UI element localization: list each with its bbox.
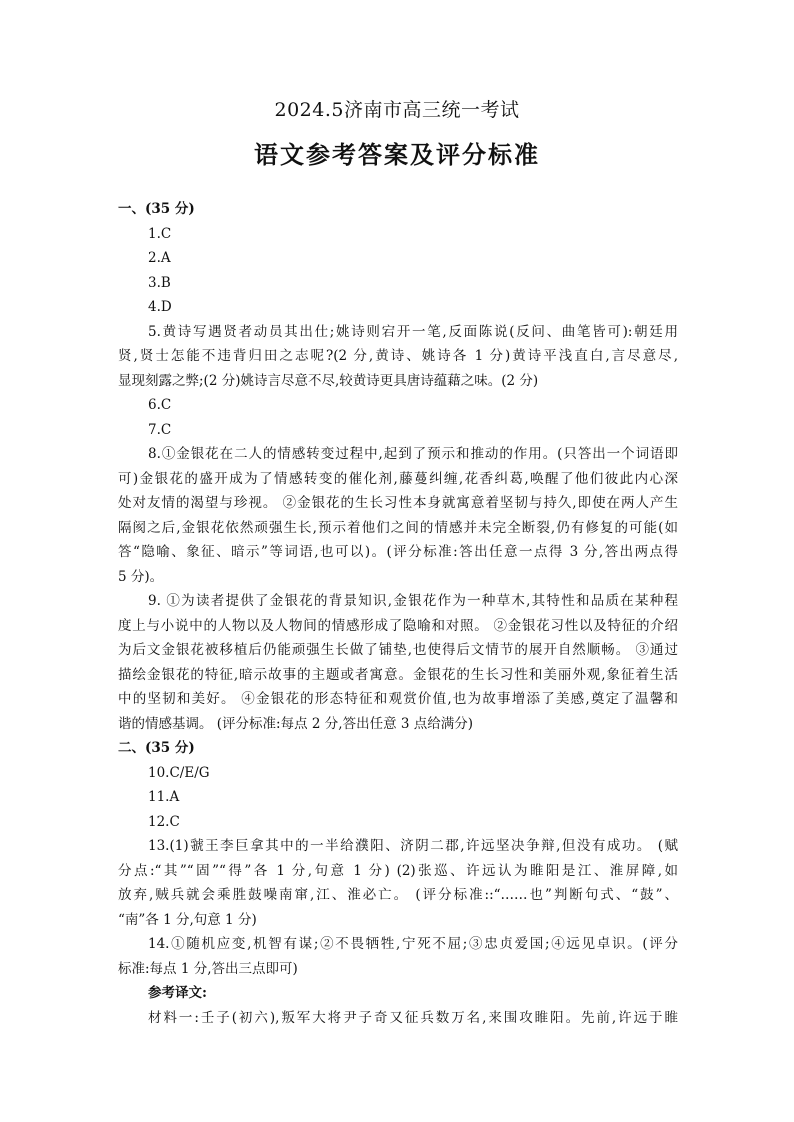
text-line: 4.D	[148, 299, 172, 315]
text-line: 显现刻露之弊;(2 分)姚诗言尽意不尽,较黄诗更具唐诗蕴藉之味。(2 分)	[118, 372, 539, 389]
text-line: 放弃,贼兵就会乘胜鼓噪南窜,江、淮必亡。 (评分标准::“……也”判断句式、“鼓”、	[118, 887, 678, 903]
text-line: 隔阂之后,金银花依然顽强生长,预示着他们之间的情感并未完全断裂,仍有修复的可能(如	[118, 519, 678, 536]
text-line: 9. ①为读者提供了金银花的背景知识,金银花作为一种草木,其特性和品质在某种程	[148, 593, 678, 609]
text-line: 13.(1)虢王李巨拿其中的一半给濮阳、济阴二郡,许远坚决争辩,但没有成功。 (赋	[148, 838, 678, 854]
text-line: 11.A	[148, 789, 180, 805]
exam-title: 2024.5济南市高三统一考试	[274, 99, 520, 121]
text-line: “南”各 1 分,句意 1 分)	[118, 911, 257, 928]
text-line: 描绘金银花的特征,暗示故事的主题或者寓意。金银花的生长习性和美丽外观,象征着生活	[118, 666, 678, 683]
text-line: 分点:“其”“固”“得”各 1 分,句意 1 分) (2)张巡、许远认为睢阳是江、淮屏障,如	[118, 862, 678, 879]
text-line: 12.C	[148, 813, 180, 830]
text-line: 标准:每点 1 分,答出三点即可)	[118, 960, 298, 977]
text-line: 可)金银花的盛开成为了情感转变的催化剂,藤蔓纠缠,花香纠葛,唤醒了他们彼此内心深	[118, 470, 678, 487]
text-line: 14.①随机应变,机智有谋;②不畏牺牲,宁死不屈;③忠贞爱国;④远见卓识。(评分	[148, 936, 678, 952]
text-line: 处对友情的渴望与珍视。 ②金银花的生长习性本身就寓意着坚韧与持久,即使在两人产生	[118, 495, 678, 511]
text-line: 6.C	[148, 397, 172, 413]
text-line: 5.黄诗写遇贤者动员其出仕;姚诗则宕开一笔,反面陈说(反问、曲笔皆可):朝廷用	[148, 323, 678, 340]
text-line: 参考译文:	[148, 985, 207, 1001]
answer-content	[118, 197, 678, 1030]
document-subtitle: 语文参考答案及评分标准	[254, 140, 540, 169]
text-line: 10.C/E/G	[148, 764, 210, 781]
text-line: 为后文金银花被移植后仍能顽强生长做了铺垫,也使得后文情节的展开自然顺畅。 ③通过	[118, 642, 678, 658]
text-line: 5 分)。	[118, 568, 164, 585]
text-line: 一、(35 分)	[118, 201, 195, 217]
text-line: 材料一:壬子(初六),叛军大将尹子奇又征兵数万名,来围攻睢阳。先前,许远于睢	[148, 1009, 678, 1026]
text-line: 谐的情感基调。 (评分标准:每点 2 分,答出任意 3 点给满分)	[118, 715, 474, 732]
text-line: 2.A	[148, 250, 171, 266]
text-line: 3.B	[148, 274, 171, 291]
text-line: 贤,贤士怎能不违背归田之志呢?(2 分,黄诗、姚诗各 1 分)黄诗平浅直白,言尽意尽,	[118, 348, 678, 364]
text-line: 1.C	[148, 225, 172, 242]
text-line: 8.①金银花在二人的情感转变过程中,起到了预示和推动的作用。(只答出一个词语即	[148, 446, 678, 462]
text-line: 二、(35 分)	[118, 740, 195, 756]
text-line: 度上与小说中的人物以及人物间的情感形成了隐喻和对照。 ②金银花习性以及特征的介绍	[118, 617, 678, 634]
text-line: 答“隐喻、象征、暗示”等词语,也可以)。(评分标准:答出任意一点得 3 分,答出两点得	[118, 544, 678, 560]
text-line: 7.C	[148, 421, 172, 438]
text-line: 中的坚韧和美好。 ④金银花的形态特征和观赏价值,也为故事增添了美感,奠定了温馨和	[118, 691, 678, 707]
